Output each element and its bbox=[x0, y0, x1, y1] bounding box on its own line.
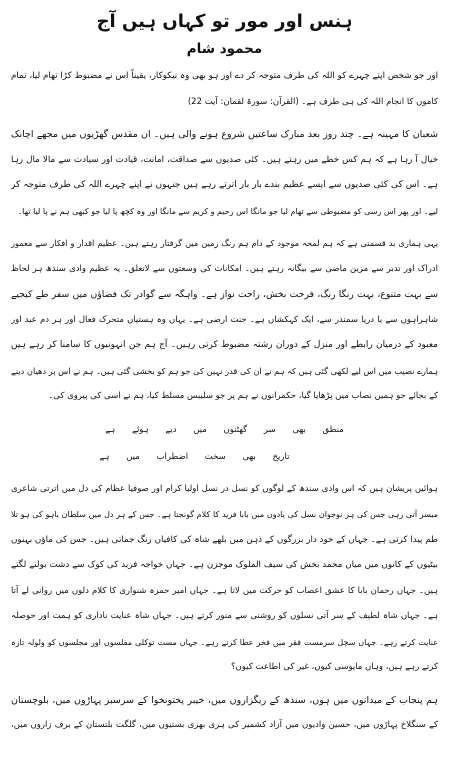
verse-line: تاریخ بھی سخت اضطراب میں ہے bbox=[99, 451, 290, 462]
opening-paragraphs bbox=[11, 64, 438, 410]
text-line: شعبان کا مہینہ ہے۔ چند روز بعد مبارک ساعتیں شروع ہونے والی ہیں۔ ان مقدس گھڑیوں میں مجھے اچانک bbox=[11, 129, 438, 140]
text-line: ہے۔ جہاں شاہ لطیف کے سر آتی نسلوں کو روشنی سے منور کرتے ہیں۔ جہاں شاہ عنایت ناداری کو ہمت اور حوصلہ bbox=[11, 611, 438, 621]
text-line: ہوائیں پریشان ہیں کہ اس وادی سندھ کے لوگوں کو نسل در نسل اولیا کرام اور صوفیا عظام کی دل میں اترتی شاعری bbox=[11, 483, 438, 494]
text-line: ہمارے نصیب میں اس لیے لکھی گئی ہیں کہ ہم نے ان کی قدر نہیں کی جو ہم کو بخشی گئی ہیں۔ ہم نے اس پر دھیان دینے bbox=[11, 365, 438, 376]
paragraph bbox=[11, 688, 438, 739]
paragraph bbox=[11, 122, 438, 224]
text-line: کے سنگلاخ پہاڑوں میں، حسین وادیوں میں آزاد کشمیر کی ہری بھری بستیوں میں، گلگت بلتستان کے برف زاروں میں، bbox=[11, 720, 438, 730]
text-line: معبود کے درمیان رابطے اور منزل کے دوران رشتہ مضبوط کرتی رہیں۔ آج ہم جن انہونیوں کا سامنا کر رہے ہیں bbox=[11, 340, 438, 350]
text-line: طم پیدا کرتی ہے۔ جہاں کے خود دار بزرگوں کے ذہن میں بلھے شاہ کی کافیاں رنگ جماتی ہیں۔ جس کی ماؤں بہنوں bbox=[11, 534, 438, 545]
text-line: ہیں۔ جہاں رحمان بابا کا عشق اعصاب کو حرکت میں لاتا ہے۔ جہاں امیر حمزہ شنواری کا کلام دلوں میں روانی لے آتا bbox=[11, 585, 438, 596]
text-line: ہم پنجاب کے میدانوں میں ہوں، سندھ کے ریگزاروں میں، خیبر پختونخوا کے سرسبز پہاڑوں میں، بلوچستان bbox=[11, 694, 438, 706]
text-line: خیال آ رہا ہے کہ ہم کس خطے میں رہتے ہیں۔ کئی صدیوں سے صداقت، امانت، قیادت اور سیادت سے مالا مال رہا bbox=[11, 154, 438, 165]
verse-couplet bbox=[11, 417, 438, 471]
text-line: یہی ہماری بد قسمتی ہے کہ ہم لمحہ موجود کے دام ہم رنگ زمین میں گرفتار رہتے ہیں۔ عظیم اقدار و افکار سے معمور bbox=[11, 238, 438, 248]
text-line: کرتے رہے ہیں، وہاں مایوسی کیوں، غیر کی اطاعت کیوں؟ bbox=[231, 662, 438, 672]
text-line: ادراک اور تدبر سے مزین ماضی سے بیگانہ رہتے ہیں۔ امکانات کی وسعتوں سے لاتعلق۔ یہ عظیم وادی سندھ ہر لحاظ bbox=[11, 263, 438, 274]
text-line: شاہراہوں سے یا دریا سمندر سے، ایک کہکشاں ہے۔ جنت ارضی ہے۔ یہاں وہ ہستیاں متحرک فعال اور ہر دم عبد اور bbox=[11, 314, 438, 325]
paragraph bbox=[11, 477, 438, 681]
text-line: عنایت کرتے رہے۔ جہاں سچل سرمست فقر میں فخر عطا کرتے رہے۔ جہاں مست توکلی مفلسوں اور مجلسوں کو ولولہ تازہ bbox=[11, 637, 438, 647]
text-line: کے بجائے جو ہمیں نصاب میں پڑھایا گیا، حکمرانوں نے ہم پر جو سلیبس مسلط کیا، ہم نے اسی کی پیروی کی۔ bbox=[48, 391, 438, 401]
text-line: سے بہت متنوع، بہت رنگا رنگ، فرحت بخش، راحت نواز ہے۔ واہگہ سے گوادر تک فضاؤں میں سفر طے کیجیے bbox=[11, 289, 438, 300]
text-line: کاموں کا انجام اللہ کی ہی طرف ہے۔ (القرآن: سورۃ لقمان: آیت 22) bbox=[187, 96, 438, 107]
article-title: ہنس اور مور تو کہاں ہیں آج bbox=[96, 11, 353, 32]
author-name: محمود شام bbox=[186, 41, 263, 57]
text-line: اور جو شخص اپنے چہرے کو اللہ کی طرف متوجہ کر دے اور ہو بھی وہ نیکوکار، یقیناً اس نے مضبوط کڑا تھام لیا، تمام bbox=[11, 71, 438, 81]
paragraph bbox=[11, 64, 438, 115]
paragraph bbox=[11, 231, 438, 410]
verse-line: منطق بھی سر گھٹنوں میں دیے ہوئے ہے bbox=[105, 424, 344, 435]
text-line: میسر آتی رہی جس کی ہر نوجوان نسل کی یادوں میں بابا فرید کا کلام گونجتا ہے۔ جس کے ہر دل میں سلطان باہو کی ہو تلا bbox=[11, 510, 438, 519]
text-line: لیے۔ اور پھر اس رسی کو مضبوطی سے تھام لیا جو مانگا اس رحیم و کریم سے مانگا اور وہ کچھ پا لیا جو کبھی ہم نے پا لیا تھا۔ bbox=[17, 206, 438, 216]
text-line: ہے۔ اس کی کئی صدیوں سے ایسے عظیم بندے بار بار اترتے رہے ہیں جنہوں نے اپنے چہرے اللہ کی طرف متوجہ کر bbox=[11, 180, 438, 190]
text-line: بیٹیوں کے کانوں میں میاں محمد بخش کی سیف الملوک موجزن ہے۔ جہاں خواجہ فرید کی کوک سے دشت بولنے لگتے bbox=[11, 560, 438, 570]
closing-paragraphs bbox=[11, 477, 438, 739]
